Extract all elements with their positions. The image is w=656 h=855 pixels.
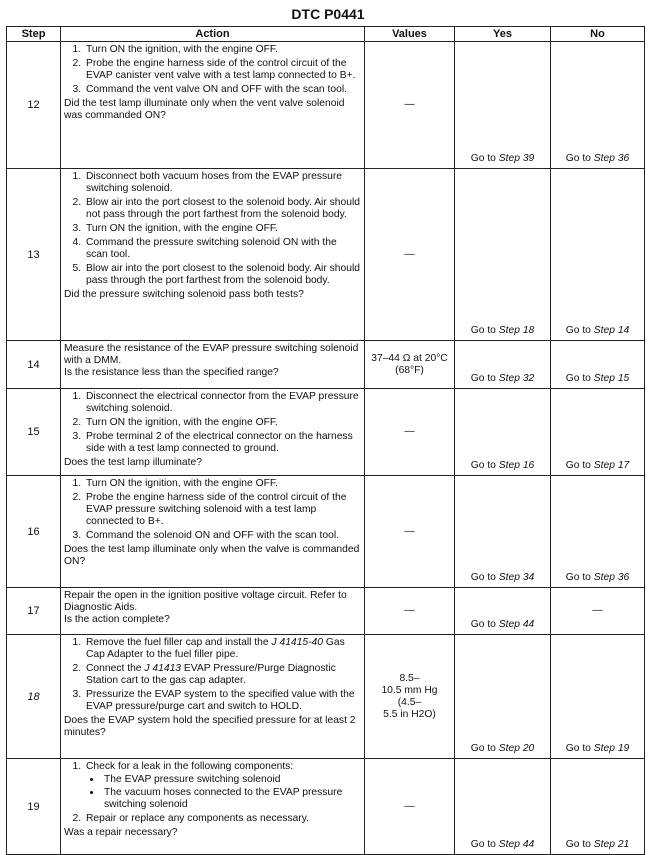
action-question: Is the action complete?: [64, 614, 170, 625]
action-text: Repair the open in the ignition positive voltage circuit. Refer to Diagnostic Aids.: [64, 590, 347, 613]
action-question: Does the test lamp illuminate only when the valve is commanded ON?: [64, 544, 360, 567]
yes-step-ref: Step 32: [498, 373, 535, 384]
tool-ref: J 41413: [144, 663, 182, 674]
no-cell: [551, 759, 645, 855]
yes-cell: [455, 341, 551, 389]
no-step-ref: Step 15: [593, 373, 630, 384]
step-number: 18: [7, 635, 61, 759]
action-cell: [61, 42, 365, 169]
yes-step-ref: Step 34: [498, 572, 535, 583]
value-line: 5.5 in H2O): [383, 708, 436, 720]
yes-cell: [455, 476, 551, 588]
no-cell: [551, 42, 645, 169]
value-cell: —: [365, 42, 455, 169]
action-cell: [61, 588, 365, 635]
action-item: 2. Connect the J 41413 EVAP Pressure/Purge Diagnostic Station cart to the gas cap adapter.: [84, 663, 361, 687]
action-question: Was a repair necessary?: [64, 827, 178, 838]
yes-cell: [455, 635, 551, 759]
action-question: Does the test lamp illuminate?: [64, 457, 202, 468]
no-step-ref: Step 19: [593, 743, 630, 754]
yes-cell: [455, 759, 551, 855]
goto-label: Go to: [565, 839, 591, 850]
yes-step-ref: Step 16: [498, 460, 535, 471]
header-action: Action: [61, 27, 365, 42]
action-cell: [61, 169, 365, 341]
action-text: Measure the resistance of the EVAP pressure switching solenoid with a DMM.: [64, 343, 359, 366]
value-cell: —: [365, 389, 455, 476]
table-row: [7, 476, 645, 588]
action-item: 1. Turn ON the ignition, with the engine OFF.: [84, 478, 361, 490]
goto-label: Go to: [565, 572, 591, 583]
action-item: 4. Command the pressure switching solenoid ON with the scan tool.: [84, 237, 361, 261]
page-title: DTC P0441: [291, 6, 365, 22]
step-number: 15: [7, 389, 61, 476]
action-cell: [61, 635, 365, 759]
table-row: [7, 42, 645, 169]
header-step: Step: [7, 27, 61, 42]
no-cell: [551, 169, 645, 341]
value-line: 10.5 mm Hg: [381, 684, 438, 696]
goto-label: Go to: [470, 572, 496, 583]
yes-cell: [455, 169, 551, 341]
goto-label: Go to: [470, 325, 496, 336]
action-cell: [61, 389, 365, 476]
no-step-ref: Step 36: [593, 153, 630, 164]
yes-step-ref: Step 39: [498, 153, 535, 164]
value-cell: 37–44 Ω at 20°C (68°F): [365, 341, 455, 389]
goto-label: Go to: [470, 619, 496, 630]
table-row: [7, 389, 645, 476]
table-row: [7, 169, 645, 341]
goto-label: Go to: [565, 460, 591, 471]
diagnostic-table: [6, 26, 645, 855]
value-cell: —: [365, 588, 455, 635]
yes-step-ref: Step 44: [498, 619, 535, 630]
action-item: 3. Command the vent valve ON and OFF with the scan tool.: [84, 84, 361, 96]
step-number: 12: [7, 42, 61, 169]
table-row: [7, 635, 645, 759]
yes-step-ref: Step 20: [498, 743, 535, 754]
table-row: [7, 759, 645, 855]
action-item: 3. Probe terminal 2 of the electrical connector on the harness side with a test lamp connected to ground.: [84, 431, 361, 455]
header-values: Values: [365, 27, 455, 42]
action-item: 2. Turn ON the ignition, with the engine OFF.: [84, 417, 361, 429]
action-question: Did the test lamp illuminate only when the vent valve solenoid was commanded ON?: [64, 98, 345, 121]
action-item: 3. Command the solenoid ON and OFF with the scan tool.: [84, 530, 361, 542]
goto-label: Go to: [470, 373, 496, 384]
yes-cell: [455, 389, 551, 476]
table-row: [7, 588, 645, 635]
value-cell: —: [365, 759, 455, 855]
tool-ref: J 41415-40: [271, 637, 323, 648]
action-item: 3. Turn ON the ignition, with the engine OFF.: [84, 223, 361, 235]
action-item: 2. Probe the engine harness side of the control circuit of the EVAP pressure switching solenoid with a test lamp connected to B+.: [84, 492, 361, 528]
goto-label: Go to: [565, 153, 591, 164]
action-item: 1. Check for a leak in the following components: • The EVAP pressure switching solenoid • The vacuum hoses connected to the EVAP pressure switching solenoid: [84, 761, 361, 811]
no-step-ref: Step 21: [593, 839, 630, 850]
action-item: 2. Blow air into the port closest to the solenoid body. Air should not pass through the port farthest from the solenoid body.: [84, 197, 361, 221]
value-line: (4.5–: [397, 696, 422, 708]
action-item: 2. Probe the engine harness side of the control circuit of the EVAP canister vent valve with a test lamp connected to B+.: [84, 58, 361, 82]
action-item: 3. Pressurize the EVAP system to the specified value with the EVAP pressure/purge cart and switch to HOLD.: [84, 689, 361, 713]
goto-label: Go to: [470, 153, 496, 164]
table-header-row: [7, 27, 645, 42]
goto-label: Go to: [470, 839, 496, 850]
action-item: 1. Disconnect the electrical connector from the EVAP pressure switching solenoid.: [84, 391, 361, 415]
component-bullet: • The vacuum hoses connected to the EVAP pressure switching solenoid: [102, 787, 361, 811]
no-cell: [551, 341, 645, 389]
action-item: 1. Disconnect both vacuum hoses from the EVAP pressure switching solenoid.: [84, 171, 361, 195]
action-item: 1. Turn ON the ignition, with the engine OFF.: [84, 44, 361, 56]
action-item: 2. Repair or replace any components as necessary.: [84, 813, 361, 825]
no-cell: —: [551, 588, 645, 635]
step-number: 17: [7, 588, 61, 635]
step-number: 14: [7, 341, 61, 389]
table-row: [7, 341, 645, 389]
no-cell: [551, 389, 645, 476]
action-question: Does the EVAP system hold the specified pressure for at least 2 minutes?: [64, 715, 356, 738]
goto-label: Go to: [565, 373, 591, 384]
step-number: 16: [7, 476, 61, 588]
step-number: 19: [7, 759, 61, 855]
yes-cell: [455, 42, 551, 169]
yes-step-ref: Step 44: [498, 839, 535, 850]
component-bullet: • The EVAP pressure switching solenoid: [102, 774, 361, 786]
action-question: Did the pressure switching solenoid pass both tests?: [64, 289, 304, 300]
value-cell: —: [365, 169, 455, 341]
action-item: 1. Remove the fuel filler cap and install the J 41415-40 Gas Cap Adapter to the fuel filler pipe.: [84, 637, 361, 661]
step-number: 13: [7, 169, 61, 341]
action-question: Is the resistance less than the specified range?: [64, 367, 279, 378]
goto-label: Go to: [565, 743, 591, 754]
value-cell: [365, 635, 455, 759]
goto-label: Go to: [470, 743, 496, 754]
no-cell: [551, 635, 645, 759]
yes-step-ref: Step 18: [498, 325, 535, 336]
action-cell: [61, 759, 365, 855]
header-yes: Yes: [455, 27, 551, 42]
goto-label: Go to: [565, 325, 591, 336]
value-line: 8.5–: [399, 672, 420, 684]
header-no: No: [551, 27, 645, 42]
action-cell: [61, 476, 365, 588]
action-cell: [61, 341, 365, 389]
no-step-ref: Step 17: [593, 460, 630, 471]
no-cell: [551, 476, 645, 588]
no-step-ref: Step 14: [593, 325, 630, 336]
goto-label: Go to: [470, 460, 496, 471]
value-cell: —: [365, 476, 455, 588]
yes-cell: [455, 588, 551, 635]
action-item: 5. Blow air into the port closest to the solenoid body. Air should pass through the port farthest from the solenoid body.: [84, 263, 361, 287]
no-step-ref: Step 36: [593, 572, 630, 583]
